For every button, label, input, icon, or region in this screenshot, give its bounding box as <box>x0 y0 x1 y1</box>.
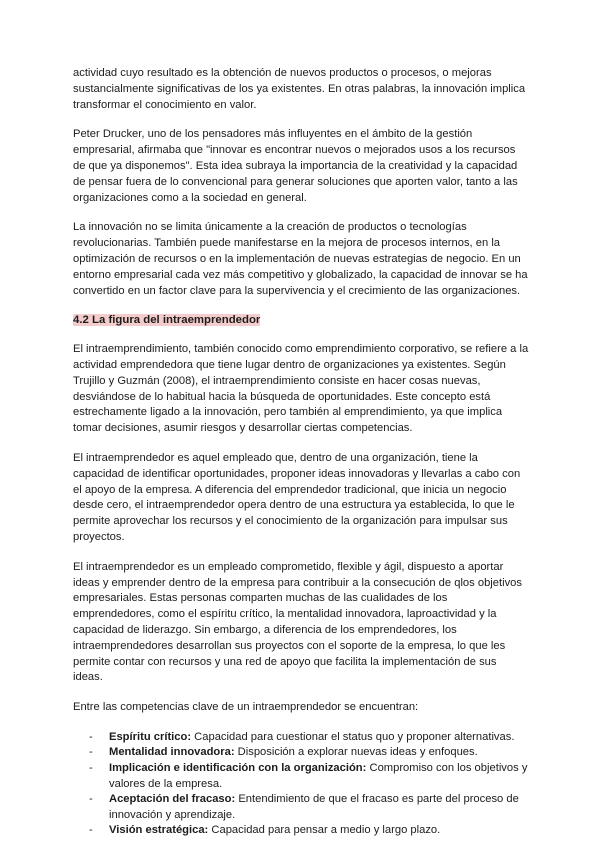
list-item-term: Implicación e identificación con la organización: <box>109 762 367 775</box>
paragraph-drucker-quote: Peter Drucker, uno de los pensadores más influyentes en el ámbito de la gestión empresarial, afirmaba que "innovar es encontrar nuevos o mejorados usos a los recursos de que ya disponemos". Esta idea subraya la importancia de la creatividad y la capacidad de pensar fuera de lo convencional para generar soluciones que aporten valor, tanto a las organizaciones como a la sociedad en general. <box>73 128 518 204</box>
list-item-term: Aceptación del fracaso: <box>109 793 236 806</box>
list-bullet: - <box>89 730 93 743</box>
list-bullet: - <box>89 793 93 806</box>
list-item <box>73 761 529 792</box>
list-item-desc: Capacidad para pensar a medio y largo plazo. <box>211 824 441 837</box>
paragraph-intraemprendimiento-definition: El intraemprendimiento, también conocido como emprendimiento corporativo, se refiere a la actividad emprendedora que tiene lugar dentro de organizaciones ya existentes. Según Trujillo y Guzmán (2008), el intraemprendimiento consiste en hacer cosas nuevas, desviándose de lo habitual hacia la búsqueda de oportunidades. Este concepto está estrechamente ligado a la innovación, pero también al emprendimiento, ya que implica tomar decisiones, asumir riesgos y desarrollar ciertas competencias. <box>73 343 529 435</box>
paragraph-intraemprendedor-profile: El intraemprendedor es un empleado comprometido, flexible y ágil, dispuesto a aportar ideas y emprender dentro de la empresa para contribuir a la consecución de qlos objetivos empresariales. Estas personas comparten muchas de las cualidades de los emprendedores, como el espíritu crítico, la mentalidad innovadora, laproactividad y la capacidad de liderazgo. Sin embargo, a diferencia de los emprendedores, los intraemprendedores desarrollan sus proyectos con el soporte de la empresa, lo que les permite contar con recursos y una red de apoyo que facilita la implementación de sus ideas. <box>73 560 523 684</box>
list-item-term: Visión estratégica: <box>109 824 209 837</box>
competencies-list <box>73 730 529 839</box>
list-item <box>73 730 529 746</box>
list-item-term: Espíritu crítico: <box>109 730 192 743</box>
list-bullet: - <box>89 824 93 837</box>
list-item-term: Mentalidad innovadora: <box>109 746 235 759</box>
section-heading-text: 4.2 La figura del intraemprendedor <box>73 314 261 327</box>
list-item-desc: Disposición a explorar nuevas ideas y enfoques. <box>237 746 478 759</box>
list-item <box>73 745 529 761</box>
list-item-desc: Entendimiento de que el fracaso es parte del proceso de innovación y aprendizaje. <box>109 793 519 821</box>
paragraph-innovation-definition: actividad cuyo resultado es la obtención de nuevos productos o procesos, o mejoras sustancialmente significativas de los ya existentes. En otras palabras, la innovación implica transformar el conocimiento en valor. <box>73 67 526 111</box>
paragraph-competencies-intro: Entre las competencias clave de un intraemprendedor se encuentran: <box>73 701 419 714</box>
list-item-desc: Compromiso con los objetivos y valores de la empresa. <box>109 762 528 790</box>
list-bullet: - <box>89 746 93 759</box>
list-item-desc: Capacidad para cuestionar el status quo y proponer alternativas. <box>194 730 515 743</box>
page-content <box>73 66 529 839</box>
list-item <box>73 792 529 823</box>
paragraph-intraemprendedor-role: El intraemprendedor es aquel empleado que, dentro de una organización, tiene la capacidad de identificar oportunidades, proponer ideas innovadoras y llevarlas a cabo con el apoyo de la empresa. A diferencia del emprendedor tradicional, que inicia un negocio desde cero, el intraemprendedor opera dentro de una estructura ya establecida, lo que le permite aprovechar los recursos y el conocimiento de la organización para impulsar sus proyectos. <box>73 451 521 543</box>
section-heading <box>73 313 529 329</box>
list-bullet: - <box>89 762 93 775</box>
list-item <box>73 823 529 839</box>
paragraph-innovation-scope: La innovación no se limita únicamente a la creación de productos o tecnologías revolucionarias. También puede manifestarse en la mejora de procesos internos, en la optimización de recursos o en la implementación de nuevas estrategias de negocio. En un entorno empresarial cada vez más competitivo y globalizado, la capacidad de innovar se ha convertido en un factor clave para la supervivencia y el crecimiento de las organizaciones. <box>73 221 528 297</box>
